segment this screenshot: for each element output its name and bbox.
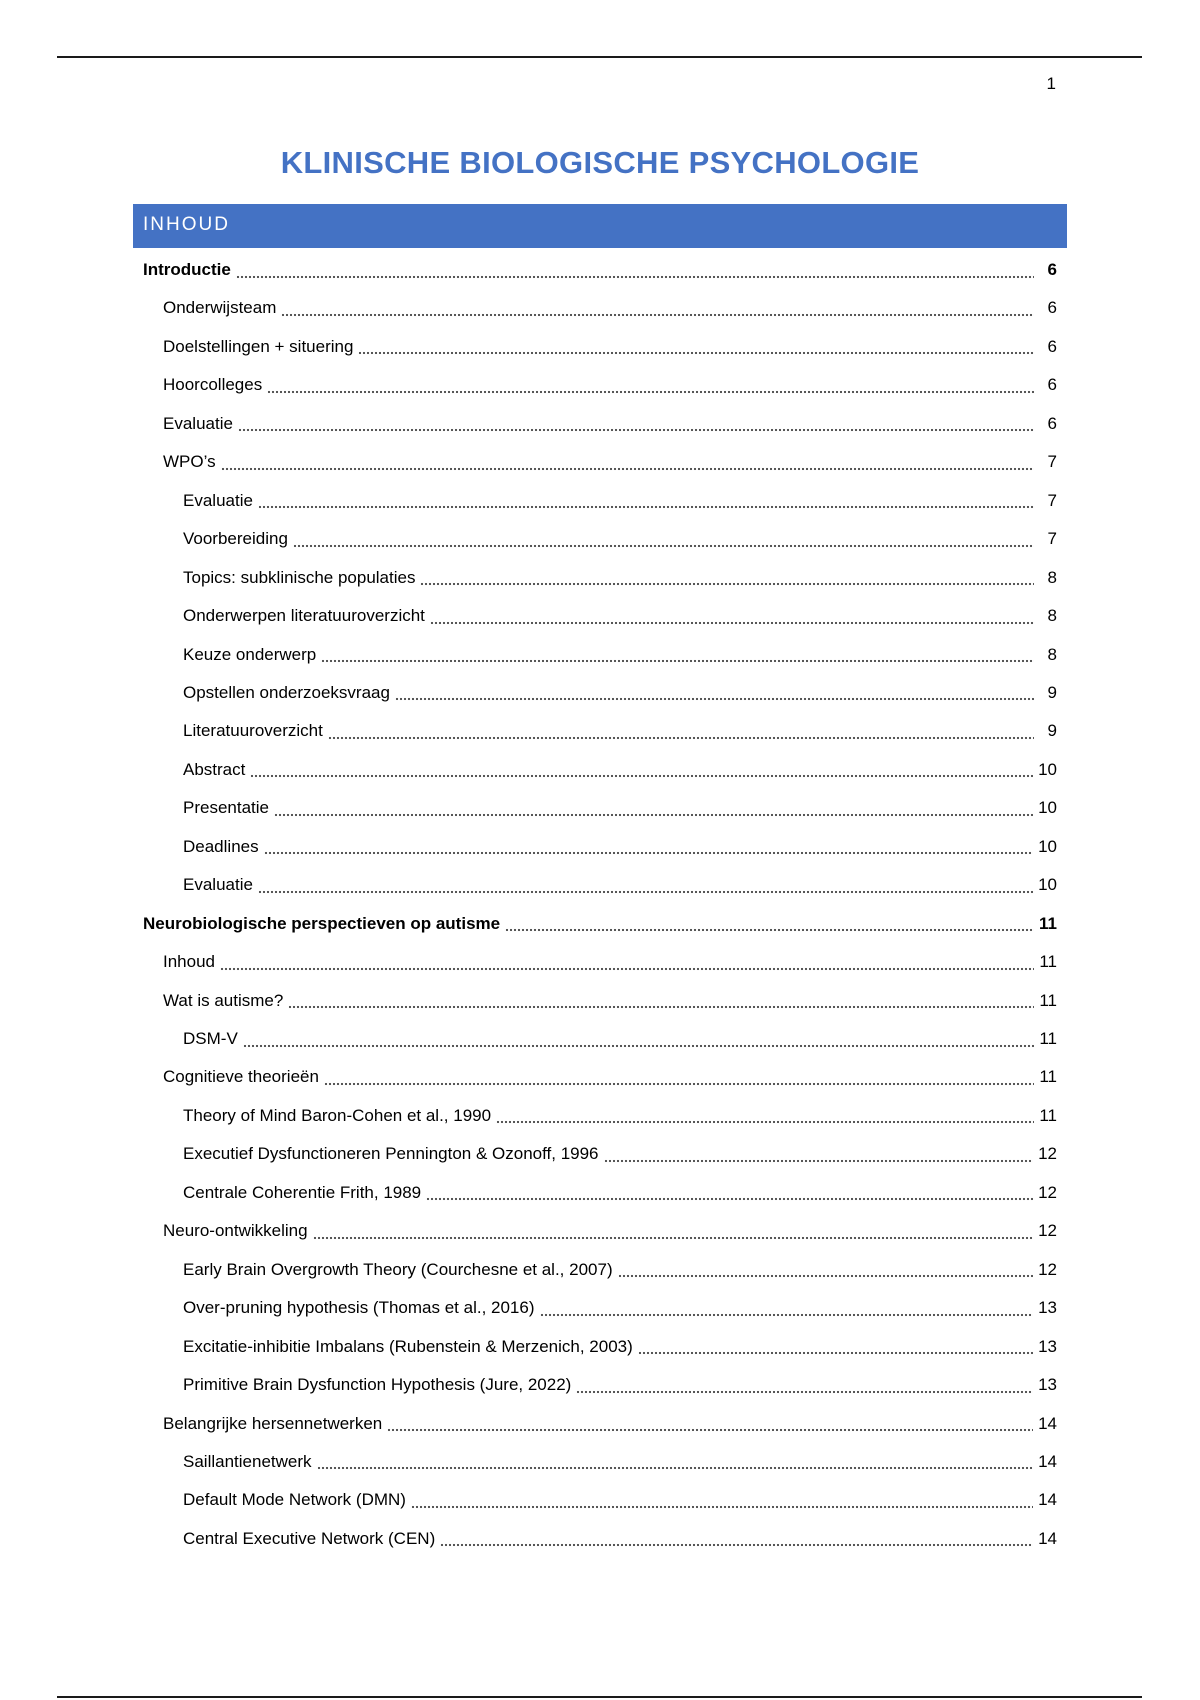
toc-entry-title: Evaluatie: [183, 875, 253, 895]
dot-leader: [220, 954, 1034, 971]
dot-leader: [236, 262, 1034, 279]
toc-entry-page: 11: [1039, 913, 1057, 933]
toc-entry-page: 8: [1047, 644, 1057, 664]
dot-leader: [618, 1261, 1033, 1278]
dot-leader: [221, 454, 1034, 471]
toc-entry[interactable]: [183, 559, 1057, 597]
toc-entry-page: 14: [1038, 1490, 1057, 1510]
toc-entry[interactable]: [183, 751, 1057, 789]
dot-leader: [411, 1492, 1033, 1509]
dot-leader: [288, 992, 1034, 1009]
toc-entry-page: 7: [1047, 452, 1057, 472]
dot-leader: [540, 1300, 1034, 1317]
dot-leader: [293, 531, 1034, 548]
dot-leader: [313, 1223, 1034, 1240]
toc-entry[interactable]: [163, 405, 1057, 443]
toc-entry-page: 13: [1038, 1298, 1057, 1318]
dot-leader: [258, 877, 1033, 894]
toc-header-bar: [133, 204, 1067, 248]
toc-entry-title: Executief Dysfunctioneren Pennington & Ozonoff, 1996: [183, 1144, 599, 1164]
dot-leader: [395, 684, 1034, 701]
toc-heading: INHOUD: [143, 214, 230, 235]
toc-entry[interactable]: [163, 943, 1057, 981]
toc-entry-page: 7: [1047, 490, 1057, 510]
toc-entry-title: Deadlines: [183, 836, 259, 856]
dot-leader: [420, 569, 1034, 586]
toc-entry-page: 14: [1038, 1451, 1057, 1471]
toc-entry-title: DSM-V: [183, 1029, 238, 1048]
toc-entry[interactable]: [183, 1328, 1057, 1366]
toc-entry-page: 13: [1038, 1336, 1057, 1356]
toc-entry-page: 11: [1039, 1105, 1057, 1125]
dot-leader: [258, 492, 1034, 509]
toc-entry[interactable]: [183, 636, 1057, 674]
toc-entry-page: 6: [1047, 413, 1057, 433]
toc-entry-page: 11: [1039, 1029, 1057, 1048]
toc-entry-page: 7: [1047, 529, 1057, 549]
toc-entry[interactable]: [183, 1097, 1057, 1135]
dot-leader: [281, 300, 1034, 317]
toc-entry-page: 6: [1047, 336, 1057, 356]
toc-entry-page: 12: [1038, 1221, 1057, 1241]
toc-entry-title: Topics: subklinische populaties: [183, 567, 416, 587]
dot-leader: [426, 1184, 1033, 1201]
toc-entry-page: 11: [1039, 1067, 1057, 1087]
dot-leader: [440, 1530, 1033, 1547]
toc-entry[interactable]: [163, 982, 1057, 1020]
toc-entry[interactable]: [183, 828, 1057, 866]
toc-entry[interactable]: [183, 1366, 1057, 1404]
dot-leader: [317, 1453, 1034, 1470]
toc-entry[interactable]: [183, 1174, 1057, 1212]
toc-entry[interactable]: [183, 712, 1057, 750]
toc-entry-page: 9: [1047, 721, 1057, 741]
toc-entry[interactable]: [183, 482, 1057, 520]
toc-entry[interactable]: [183, 1481, 1057, 1519]
dot-leader: [496, 1107, 1034, 1124]
dot-leader: [274, 800, 1033, 817]
toc-entry-page: 8: [1047, 567, 1057, 587]
dot-leader: [638, 1338, 1033, 1355]
toc-entry-page: 10: [1038, 759, 1057, 779]
toc-entry-title: Saillantienetwerk: [183, 1451, 312, 1471]
toc-entry-page: 10: [1038, 798, 1057, 818]
toc-entry[interactable]: [143, 905, 1057, 943]
toc-entry[interactable]: [183, 1443, 1057, 1481]
toc-entry-page: 6: [1047, 375, 1057, 395]
toc-entry-title: WPO’s: [163, 452, 216, 472]
toc-entry[interactable]: [183, 1020, 1057, 1058]
toc-entry[interactable]: [143, 251, 1057, 289]
dot-leader: [243, 1031, 1034, 1048]
toc-entry[interactable]: [183, 866, 1057, 904]
dot-leader: [328, 723, 1034, 740]
toc-entry-title: Cognitieve theorieën: [163, 1067, 319, 1087]
toc-entry[interactable]: [183, 1251, 1057, 1289]
toc-entry[interactable]: [163, 1405, 1057, 1443]
toc-entry[interactable]: [163, 289, 1057, 327]
toc-entry-title: Onderwerpen literatuuroverzicht: [183, 606, 425, 626]
toc-entry-page: 6: [1047, 260, 1057, 279]
toc-entry-title: Primitive Brain Dysfunction Hypothesis (Jure, 2022): [183, 1375, 572, 1395]
toc-entry-title: Presentatie: [183, 798, 269, 818]
toc-entry-title: Introductie: [143, 260, 231, 279]
toc-entry[interactable]: [163, 1058, 1057, 1096]
dot-leader: [387, 1415, 1033, 1432]
toc-entry-title: Abstract: [183, 759, 246, 779]
toc-entry-page: 8: [1047, 606, 1057, 626]
top-rule: [57, 56, 1142, 58]
dot-leader: [267, 377, 1034, 394]
toc-entry[interactable]: [183, 520, 1057, 558]
toc-entry-title: Excitatie-inhibitie Imbalans (Rubenstein & Merzenich, 2003): [183, 1336, 633, 1356]
bottom-rule: [57, 1696, 1142, 1698]
dot-leader: [250, 761, 1033, 778]
toc-entry-title: Onderwijsteam: [163, 298, 277, 318]
toc-entry-page: 6: [1047, 298, 1057, 318]
toc-entry-title: Early Brain Overgrowth Theory (Courchesne et al., 2007): [183, 1259, 613, 1279]
toc-entry-page: 12: [1038, 1182, 1057, 1202]
toc-entry-page: 13: [1038, 1375, 1057, 1395]
toc-entry-title: Over-pruning hypothesis (Thomas et al., 2016): [183, 1298, 535, 1318]
dot-leader: [324, 1069, 1034, 1086]
toc-entry-title: Default Mode Network (DMN): [183, 1490, 406, 1510]
toc-entry-title: Evaluatie: [163, 413, 233, 433]
toc-entry-page: 11: [1039, 952, 1057, 972]
toc-entry-title: Belangrijke hersennetwerken: [163, 1413, 383, 1433]
toc-entry[interactable]: [163, 328, 1057, 366]
toc-entry[interactable]: [183, 1520, 1057, 1558]
toc-entry[interactable]: [183, 674, 1057, 712]
dot-leader: [576, 1377, 1033, 1394]
toc-entry-title: Keuze onderwerp: [183, 644, 317, 664]
toc-entry[interactable]: [163, 443, 1057, 481]
dot-leader: [358, 338, 1034, 355]
toc-entry-title: Doelstellingen + situering: [163, 336, 354, 356]
document-title: KLINISCHE BIOLOGISCHE PSYCHOLOGIE: [280, 145, 920, 180]
toc-entry-title: Neuro-ontwikkeling: [163, 1221, 308, 1241]
toc-entry-title: Central Executive Network (CEN): [183, 1528, 436, 1548]
toc-entry[interactable]: [163, 366, 1057, 404]
dot-leader: [604, 1146, 1034, 1163]
toc-entry[interactable]: [183, 1289, 1057, 1327]
toc-entry-title: Wat is autisme?: [163, 990, 284, 1010]
page-number: 1: [1046, 74, 1056, 93]
dot-leader: [321, 646, 1034, 663]
toc-entry-page: 14: [1038, 1528, 1057, 1548]
toc-entry-title: Opstellen onderzoeksvraag: [183, 682, 390, 702]
toc-entry-title: Neurobiologische perspectieven op autisme: [143, 913, 501, 933]
toc-entry-page: 10: [1038, 875, 1057, 895]
toc-entry-title: Evaluatie: [183, 490, 253, 510]
dot-leader: [505, 915, 1034, 932]
toc-entry[interactable]: [183, 597, 1057, 635]
toc-entry-page: 14: [1038, 1413, 1057, 1433]
toc-entry-page: 9: [1047, 682, 1057, 702]
toc-entry-page: 12: [1038, 1259, 1057, 1279]
toc-entry-title: Hoorcolleges: [163, 375, 263, 395]
dot-leader: [264, 838, 1033, 855]
toc-entry-title: Voorbereiding: [183, 529, 288, 549]
toc-entry-title: Theory of Mind Baron-Cohen et al., 1990: [183, 1105, 492, 1125]
dot-leader: [238, 415, 1034, 432]
toc-entry[interactable]: [163, 1212, 1057, 1250]
toc-entry-page: 11: [1039, 990, 1057, 1010]
toc-entry-title: Centrale Coherentie Frith, 1989: [183, 1182, 422, 1202]
toc-entry-page: 12: [1038, 1144, 1057, 1164]
toc-entry-title: Literatuuroverzicht: [183, 721, 323, 741]
toc-entry-page: 10: [1038, 836, 1057, 856]
toc-entry[interactable]: [183, 789, 1057, 827]
toc-entry[interactable]: [183, 1135, 1057, 1173]
toc-entry-title: Inhoud: [163, 952, 215, 972]
dot-leader: [430, 608, 1034, 625]
